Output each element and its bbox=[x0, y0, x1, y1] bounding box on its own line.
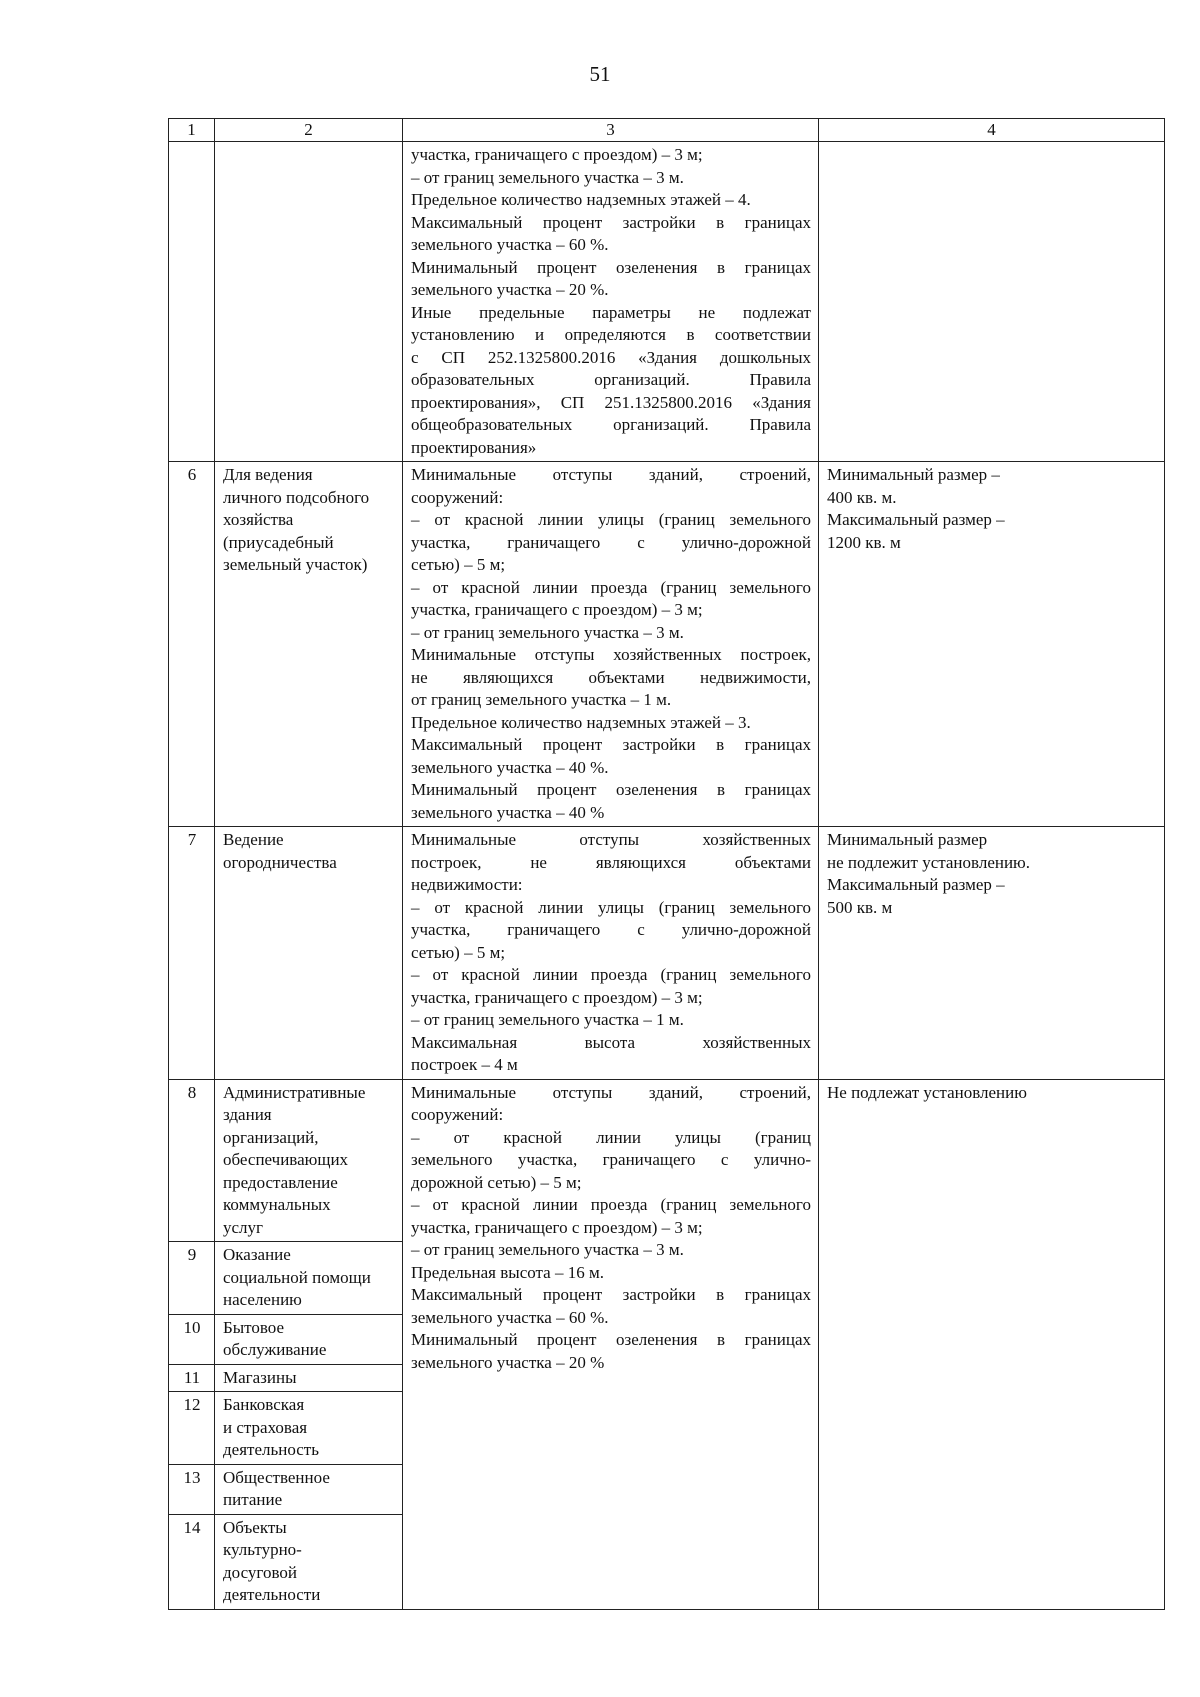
plot-size-cell bbox=[819, 827, 1165, 1080]
plot-size-line: Максимальный размер – bbox=[827, 875, 1005, 894]
parameter-line: сетью) – 5 м; bbox=[411, 942, 506, 962]
parameter-line: – от границ земельного участка – 3 м. bbox=[411, 622, 684, 642]
land-use-name-cell bbox=[215, 142, 403, 462]
row-number: 9 bbox=[169, 1242, 215, 1315]
land-use-name-line: обеспечивающих bbox=[223, 1150, 349, 1169]
parameter-line: проектирования», СП 251.1325800.2016 «Здания bbox=[411, 392, 811, 412]
parameter-line: Минимальные отступы хозяйственных bbox=[411, 830, 811, 849]
land-use-name-line: Ведение bbox=[223, 830, 284, 849]
plot-size-line: 500 кв. м bbox=[827, 897, 893, 917]
land-use-name-line: здания bbox=[223, 1105, 272, 1124]
column-header: 4 bbox=[819, 119, 1165, 142]
plot-size-cell bbox=[819, 462, 1165, 827]
column-header: 1 bbox=[169, 119, 215, 142]
parameter-line: общеобразовательных организаций. Правила bbox=[411, 415, 811, 434]
land-use-name-cell bbox=[215, 827, 403, 1080]
parameter-line: участка, граничащего с проездом) – 3 м; bbox=[411, 987, 703, 1007]
parameter-line: Минимальные отступы хозяйственных построек, bbox=[411, 645, 811, 664]
land-use-name-line: Банковская bbox=[223, 1395, 305, 1414]
land-use-name-line: коммунальных bbox=[223, 1195, 331, 1214]
row-number: 8 bbox=[169, 1079, 215, 1242]
land-use-name-cell bbox=[215, 1392, 403, 1465]
parameter-line: Минимальный процент озеленения в границах bbox=[411, 1330, 811, 1349]
row-number: 10 bbox=[169, 1314, 215, 1364]
table-row bbox=[169, 142, 1165, 462]
land-use-name-line: земельный участок) bbox=[223, 555, 368, 574]
parameter-line: Минимальный процент озеленения в границах bbox=[411, 780, 811, 799]
land-use-name-line: Оказание bbox=[223, 1245, 291, 1264]
land-use-name-line: огородничества bbox=[223, 852, 337, 872]
parameter-line: – от красной линии улицы (границ bbox=[411, 1127, 811, 1147]
parameter-line: участка, граничащего с проездом) – 3 м; bbox=[411, 145, 703, 164]
land-use-name-cell bbox=[215, 1514, 403, 1609]
column-header: 3 bbox=[403, 119, 819, 142]
land-use-name-line: Бытовое bbox=[223, 1317, 285, 1337]
land-use-name-line: Магазины bbox=[223, 1367, 297, 1387]
parameter-line: Предельная высота – 16 м. bbox=[411, 1262, 604, 1282]
parameters-cell bbox=[403, 1079, 819, 1609]
parameter-line: – от красной линии проезда (границ земельного bbox=[411, 577, 811, 597]
parameter-line: Предельное количество надземных этажей – 4. bbox=[411, 190, 751, 209]
land-use-name-cell bbox=[215, 462, 403, 827]
parameter-line: сооружений: bbox=[411, 1105, 504, 1124]
parameter-line: земельного участка – 20 % bbox=[411, 1352, 605, 1372]
parameter-line: Минимальный процент озеленения в границах bbox=[411, 257, 811, 277]
land-use-name-line: услуг bbox=[223, 1217, 264, 1237]
parameter-line: построек, не являющихся объектами bbox=[411, 852, 811, 872]
plot-size-line: Максимальный размер – bbox=[827, 510, 1005, 529]
row-number: 7 bbox=[169, 827, 215, 1080]
parameters-cell bbox=[403, 462, 819, 827]
plot-size-cell bbox=[819, 1079, 1165, 1609]
parameter-line: участка, граничащего с улично-дорожной bbox=[411, 532, 811, 552]
land-use-name-line: организаций, bbox=[223, 1127, 319, 1147]
zoning-parameters-table bbox=[168, 118, 1165, 1610]
land-use-name-line: и страховая bbox=[223, 1417, 308, 1437]
plot-size-line: не подлежит установлению. bbox=[827, 852, 1031, 872]
land-use-name-line: (приусадебный bbox=[223, 532, 334, 552]
parameter-line: проектирования» bbox=[411, 437, 537, 457]
parameter-line: – от красной линии улицы (границ земельного bbox=[411, 510, 811, 529]
row-number bbox=[169, 142, 215, 462]
row-number: 14 bbox=[169, 1514, 215, 1609]
plot-size-line: Минимальный размер – bbox=[827, 465, 1000, 484]
land-use-name-line: деятельность bbox=[223, 1440, 319, 1459]
land-use-name-line: личного подсобного bbox=[223, 487, 370, 507]
parameter-line: земельного участка – 60 %. bbox=[411, 235, 609, 254]
parameter-line: сооружений: bbox=[411, 487, 504, 507]
land-use-name-line: Для ведения bbox=[223, 465, 313, 484]
parameter-line: участка, граничащего с проездом) – 3 м; bbox=[411, 600, 703, 619]
land-use-name-line: Общественное bbox=[223, 1467, 330, 1487]
parameter-line: земельного участка – 40 %. bbox=[411, 757, 609, 777]
table-header-row bbox=[169, 119, 1165, 142]
table-row bbox=[169, 462, 1165, 827]
table-row bbox=[169, 827, 1165, 1080]
land-use-name-line: досуговой bbox=[223, 1562, 297, 1582]
parameter-line: недвижимости: bbox=[411, 875, 523, 894]
land-use-name-line: культурно- bbox=[223, 1540, 302, 1559]
parameter-line: участка, граничащего с проездом) – 3 м; bbox=[411, 1217, 703, 1237]
parameter-line: Минимальные отступы зданий, строений, bbox=[411, 465, 811, 484]
parameter-line: образовательных организаций. Правила bbox=[411, 370, 811, 389]
plot-size-line: Минимальный размер bbox=[827, 830, 988, 849]
parameter-line: – от красной линии проезда (границ земельного bbox=[411, 965, 811, 984]
parameter-line: земельного участка – 60 %. bbox=[411, 1307, 609, 1327]
parameter-line: Максимальный процент застройки в границах bbox=[411, 1285, 811, 1304]
parameter-line: не являющихся объектами недвижимости, bbox=[411, 667, 811, 687]
row-number: 13 bbox=[169, 1464, 215, 1514]
table-row bbox=[169, 1079, 1165, 1242]
parameter-line: – от красной линии улицы (границ земельного bbox=[411, 897, 811, 917]
parameter-line: Максимальный процент застройки в границах bbox=[411, 212, 811, 232]
parameter-line: Иные предельные параметры не подлежат bbox=[411, 302, 811, 322]
parameters-cell bbox=[403, 827, 819, 1080]
parameter-line: Минимальные отступы зданий, строений, bbox=[411, 1082, 811, 1102]
land-use-name-cell bbox=[215, 1364, 403, 1392]
page-number: 51 bbox=[589, 62, 611, 86]
plot-size-cell bbox=[819, 142, 1165, 462]
parameter-line: дорожной сетью) – 5 м; bbox=[411, 1172, 582, 1192]
column-header: 2 bbox=[215, 119, 403, 142]
parameter-line: земельного участка – 20 %. bbox=[411, 280, 609, 299]
parameter-line: – от красной линии проезда (границ земельного bbox=[411, 1195, 811, 1214]
parameter-line: земельного участка – 40 % bbox=[411, 802, 605, 822]
parameter-line: земельного участка, граничащего с улично- bbox=[411, 1150, 811, 1169]
plot-size-line: Не подлежат установлению bbox=[827, 1082, 1027, 1102]
parameter-line: с СП 252.1325800.2016 «Здания дошкольных bbox=[411, 347, 811, 367]
plot-size-line: 1200 кв. м bbox=[827, 532, 901, 552]
parameter-line: участка, граничащего с улично-дорожной bbox=[411, 920, 811, 939]
land-use-name-cell bbox=[215, 1314, 403, 1364]
parameters-cell bbox=[403, 142, 819, 462]
parameter-line: Предельное количество надземных этажей – 3. bbox=[411, 712, 751, 732]
land-use-name-cell bbox=[215, 1242, 403, 1315]
parameter-line: от границ земельного участка – 1 м. bbox=[411, 690, 672, 709]
land-use-name-line: социальной помощи bbox=[223, 1267, 371, 1287]
land-use-name-line: обслуживание bbox=[223, 1340, 327, 1359]
parameter-line: установлению и определяются в соответствии bbox=[411, 325, 811, 344]
land-use-name-cell bbox=[215, 1079, 403, 1242]
parameter-line: – от границ земельного участка – 3 м. bbox=[411, 1240, 684, 1259]
parameter-line: сетью) – 5 м; bbox=[411, 555, 506, 574]
row-number: 12 bbox=[169, 1392, 215, 1465]
land-use-name-line: хозяйства bbox=[223, 510, 294, 529]
land-use-name-cell bbox=[215, 1464, 403, 1514]
land-use-name-line: Объекты bbox=[223, 1517, 287, 1537]
land-use-name-line: населению bbox=[223, 1290, 302, 1309]
land-use-name-line: Административные bbox=[223, 1082, 366, 1102]
row-number: 11 bbox=[169, 1364, 215, 1392]
parameter-line: Максимальный процент застройки в границах bbox=[411, 735, 811, 754]
parameter-line: построек – 4 м bbox=[411, 1055, 518, 1074]
land-use-name-line: предоставление bbox=[223, 1172, 338, 1192]
row-number: 6 bbox=[169, 462, 215, 827]
land-use-name-line: питание bbox=[223, 1490, 283, 1509]
plot-size-line: 400 кв. м. bbox=[827, 487, 897, 507]
land-use-name-line: деятельности bbox=[223, 1585, 321, 1604]
parameter-line: – от границ земельного участка – 1 м. bbox=[411, 1010, 684, 1029]
parameter-line: – от границ земельного участка – 3 м. bbox=[411, 167, 684, 187]
parameter-line: Максимальная высота хозяйственных bbox=[411, 1032, 811, 1052]
